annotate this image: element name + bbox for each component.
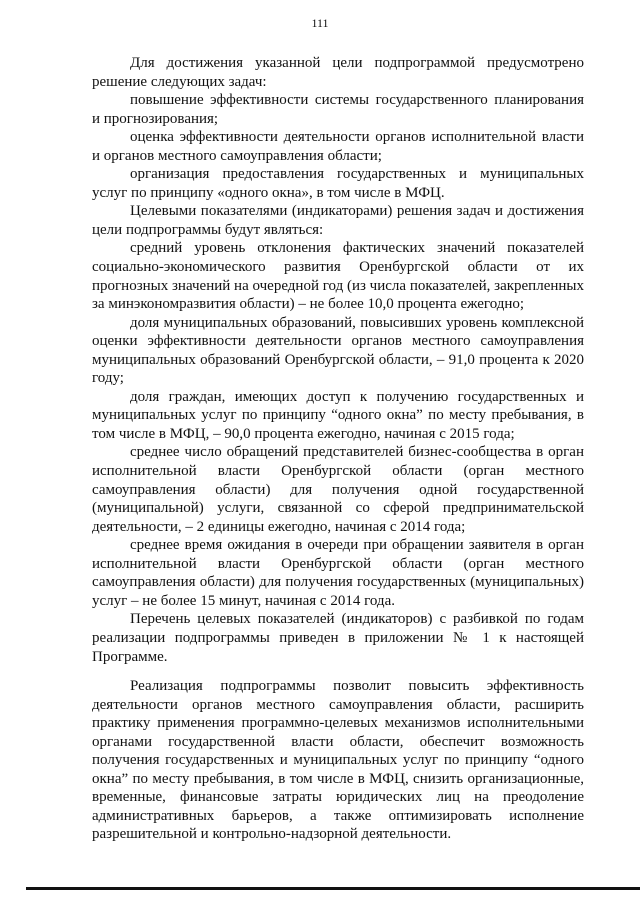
paragraph-indicators-intro: Целевыми показателями (индикаторами) решения задач и достижения цели подпрограммы будут являться: — [92, 203, 584, 238]
paragraph-indicator-citizens-access: доля граждан, имеющих доступ к получению государственных и муниципальных услуг по принципу “одного окна” по месту пребывания, в том числе в МФЦ, – 90,0 процента ежегодно, начиная с 2015 года; — [92, 388, 584, 442]
paragraph-indicator-business-requests: среднее число обращений представителей бизнес-сообщества в орган исполнительной власти Оренбургской области (орган местного самоуправления области) для получения одной государственной (муниципальной) услуги, связанной со сферой предпринимательской деятельности, – 2 единицы ежегодно, начиная с 2014 года; — [92, 444, 584, 535]
paragraph-task-evaluation: оценка эффективности деятельности органов исполнительной власти и органов местного самоуправления области; — [92, 129, 584, 164]
paragraph-indicator-waiting-time: среднее время ожидания в очереди при обращении заявителя в орган исполнительной власти Оренбургской области (орган местного самоуправления области) для получения государственных (муниципальных) услуг – не более 15 минут, начиная с 2014 года. — [92, 537, 584, 609]
paragraph-task-planning: повышение эффективности системы государственного планирования и прогнозирования; — [92, 92, 584, 127]
paragraph-task-one-window: организация предоставления государственных и муниципальных услуг по принципу «одного окна», в том числе в МФЦ. — [92, 166, 584, 201]
bottom-rule — [26, 887, 640, 890]
document-body — [92, 54, 584, 844]
paragraph-implementation-effect: Реализация подпрограммы позволит повысить эффективность деятельности органов местного самоуправления области, расширить практику применения программно-целевых механизмов исполнительными органами государственной власти области, обеспечит возможность получения государственных и муниципальных услуг по принципу “одного окна” по месту пребывания, в том числе в МФЦ, снизить организационные, временные, финансовые затраты юридических лиц на преодоление административных барьеров, а также оптимизировать исполнение разрешительной и контрольно-надзорной деятельности. — [92, 678, 584, 843]
paragraph-indicator-municipalities: доля муниципальных образований, повысивших уровень комплексной оценки эффективности деятельности органов местного самоуправления муниципальных образований Оренбургской области, – 91,0 процента к 2020 году; — [92, 314, 584, 387]
paragraph-intro: Для достижения указанной цели подпрограммой предусмотрено решение следующих задач: — [92, 55, 584, 90]
paragraph-indicator-deviation: средний уровень отклонения фактических значений показателей социально-экономического развития Оренбургской области от их прогнозных значений на очередной год (из числа показателей, закрепленных за минэкономразвития области) – не более 10,0 процента ежегодно; — [92, 240, 584, 313]
paragraph-indicators-list-reference: Перечень целевых показателей (индикаторов) с разбивкой по годам реализации подпрограммы приведен в приложении № 1 к настоящей Программе. — [92, 611, 584, 665]
page-number: 111 — [311, 16, 329, 30]
